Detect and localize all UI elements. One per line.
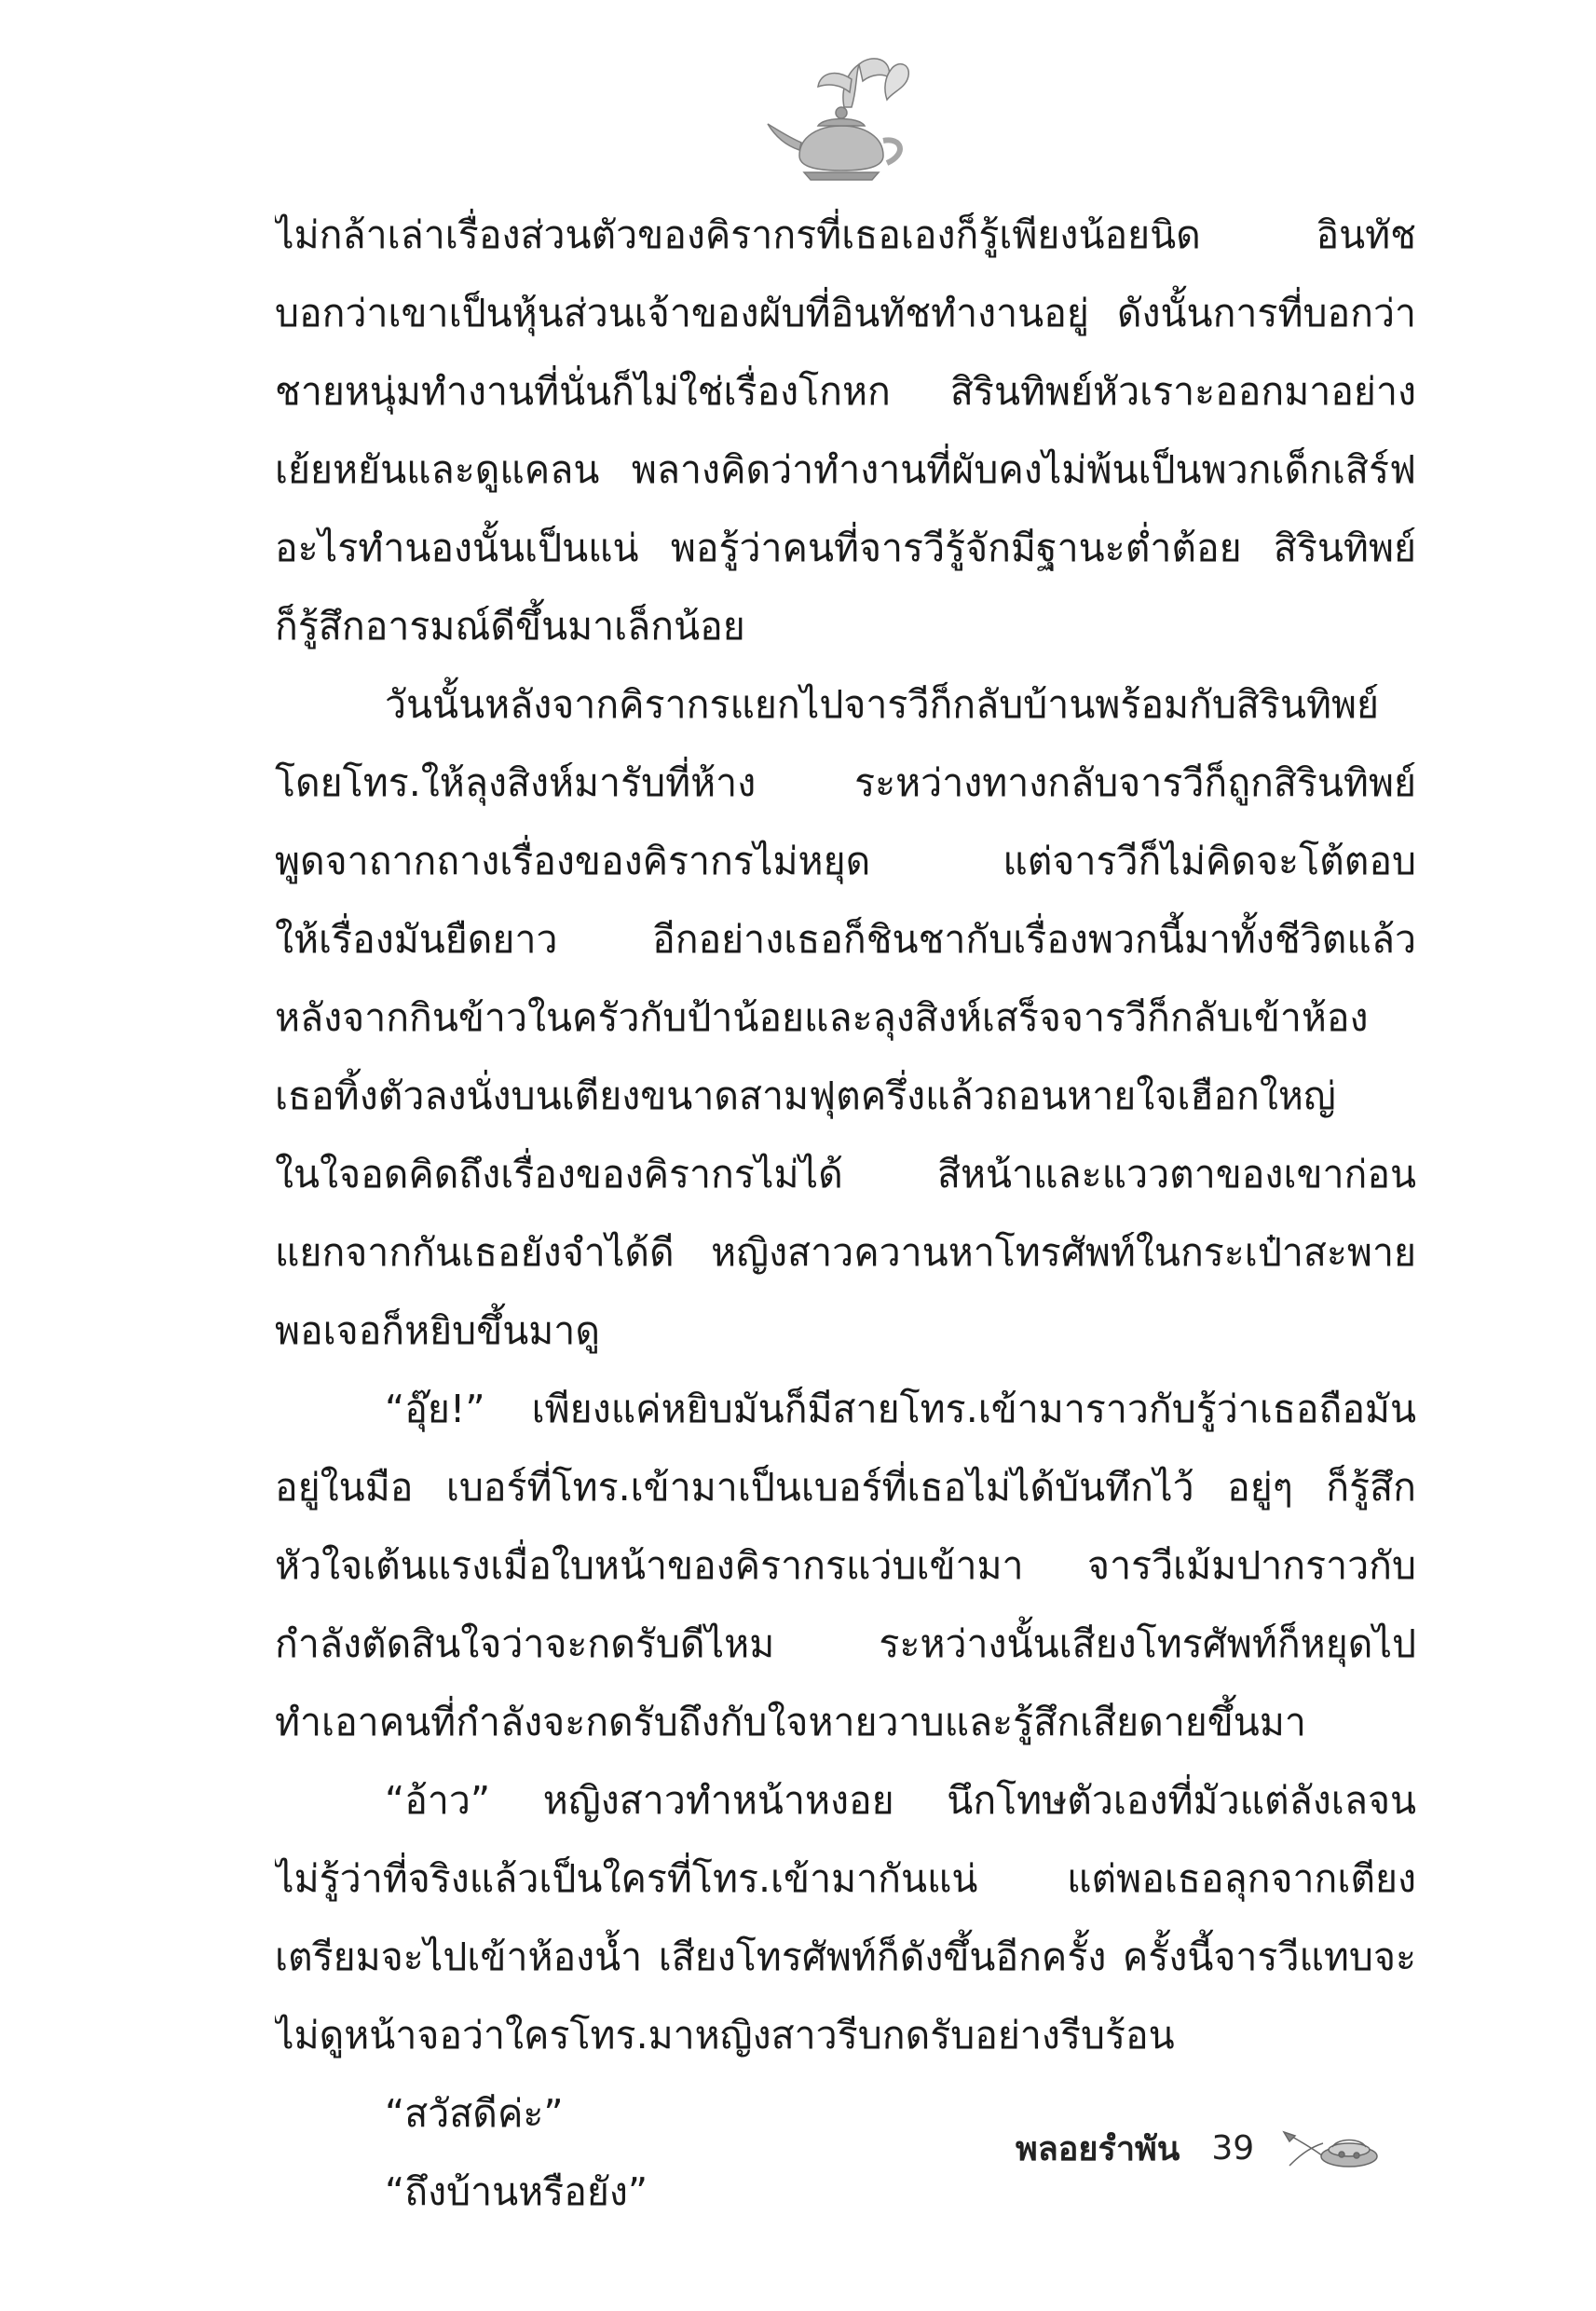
text-line: กำลังตัดสินใจว่าจะกดรับดีไหม ระหว่างนั้นเสียงโทรศัพท์ก็หยุดไป [275, 1621, 1416, 1666]
text-line: ไม่กล้าเล่าเรื่องส่วนตัวของคิรากรที่เธอเองก็รู้เพียงน้อยนิด อินทัช [275, 212, 1416, 257]
text-line: วันนั้นหลังจากคิรากรแยกไปจารวีก็กลับบ้านพร้อมกับสิรินทิพย์ [385, 682, 1380, 727]
text-line: โดยโทร.ให้ลุงสิงห์มารับที่ห้าง ระหว่างทางกลับจารวีก็ถูกสิรินทิพย์ [275, 760, 1416, 805]
teapot-with-fairy-ornament-icon [762, 51, 921, 191]
text-line: ก็รู้สึกอารมณ์ดีขึ้นมาเล็กน้อย [275, 604, 745, 649]
paragraph-3 [275, 1370, 1416, 1761]
paragraph-4 [275, 1761, 1416, 2074]
text-line: “อ้าว” หญิงสาวทำหน้าหงอย นึกโทษตัวเองที่มัวแต่ลังเลจน [385, 1778, 1416, 1823]
text-line: ไม่รู้ว่าที่จริงแล้วเป็นใครที่โทร.เข้ามากันแน่ แต่พอเธอลุกจากเตียง [275, 1856, 1416, 1901]
text-line: ไม่ดูหน้าจอว่าใครโทร.มาหญิงสาวรีบกดรับอย่างรีบร้อน [275, 2013, 1175, 2058]
text-line: ให้เรื่องมันยืดยาว อีกอย่างเธอก็ชินชากับเรื่องพวกนี้มาทั้งชีวิตแล้ว [275, 917, 1416, 962]
text-line: พอเจอก็หยิบขึ้นมาดู [275, 1308, 600, 1353]
text-line: ชายหนุ่มทำงานที่นั่นก็ไม่ใช่เรื่องโกหก สิรินทิพย์หัวเราะออกมาอย่าง [275, 369, 1416, 414]
paragraph-2 [275, 665, 1416, 1370]
page-footer [1016, 2115, 1425, 2181]
dialogue-line: “ถึงบ้านหรือยัง” [385, 2169, 648, 2214]
text-line: หลังจากกินข้าวในครัวกับป้าน้อยและลุงสิงห์เสร็จจารวีก็กลับเข้าห้อง [275, 995, 1369, 1040]
text-line: แยกจากกันเธอยังจำได้ดี หญิงสาวควานหาโทรศัพท์ในกระเป๋าสะพาย [275, 1230, 1416, 1275]
text-line: อยู่ในมือ เบอร์ที่โทร.เข้ามาเป็นเบอร์ที่เธอไม่ได้บันทึกไว้ อยู่ๆ ก็รู้สึก [275, 1465, 1416, 1510]
text-line: ในใจอดคิดถึงเรื่องของคิรากรไม่ได้ สีหน้าและแววตาของเขาก่อน [275, 1152, 1416, 1197]
text-line: ทำเอาคนที่กำลังจะกดรับถึงกับใจหายวาบและรู้สึกเสียดายขึ้นมา [275, 1700, 1306, 1744]
text-line: พูดจาถากถางเรื่องของคิรากรไม่หยุด แต่จารวีก็ไม่คิดจะโต้ตอบ [275, 839, 1416, 883]
running-title: พลอยรำพัน [1016, 2129, 1180, 2168]
dialogue-line: “สวัสดีค่ะ” [385, 2091, 564, 2136]
text-line: “อุ๊ย!” เพียงแค่หยิบมันก็มีสายโทร.เข้ามาราวกับรู้ว่าเธอถือมัน [385, 1387, 1416, 1431]
page-number: 39 [1211, 2128, 1255, 2167]
text-line: เตรียมจะไปเข้าห้องน้ำ เสียงโทรศัพท์ก็ดังขึ้นอีกครั้ง ครั้งนี้จารวีแทบจะ [275, 1935, 1416, 1979]
paragraph-1 [275, 196, 1416, 665]
text-line: อะไรทำนองนั้นเป็นแน่ พอรู้ว่าคนที่จารวีรู้จักมีฐานะต่ำต้อย สิรินทิพย์ [275, 526, 1416, 570]
text-line: เย้ยหยันและดูแคลน พลางคิดว่าทำงานที่ผับคงไม่พ้นเป็นพวกเด็กเสิร์ฟ [275, 447, 1416, 492]
text-line: หัวใจเต้นแรงเมื่อใบหน้าของคิรากรแว่บเข้ามา จารวีเม้มปากราวกับ [275, 1543, 1416, 1588]
quill-and-inkpot-ornament-icon [1280, 2125, 1383, 2171]
text-line: เธอทิ้งตัวลงนั่งบนเตียงขนาดสามฟุตครึ่งแล้วถอนหายใจเฮือกใหญ่ [275, 1073, 1336, 1118]
text-line: บอกว่าเขาเป็นหุ้นส่วนเจ้าของผับที่อินทัชทำงานอยู่ ดังนั้นการที่บอกว่า [275, 291, 1416, 335]
